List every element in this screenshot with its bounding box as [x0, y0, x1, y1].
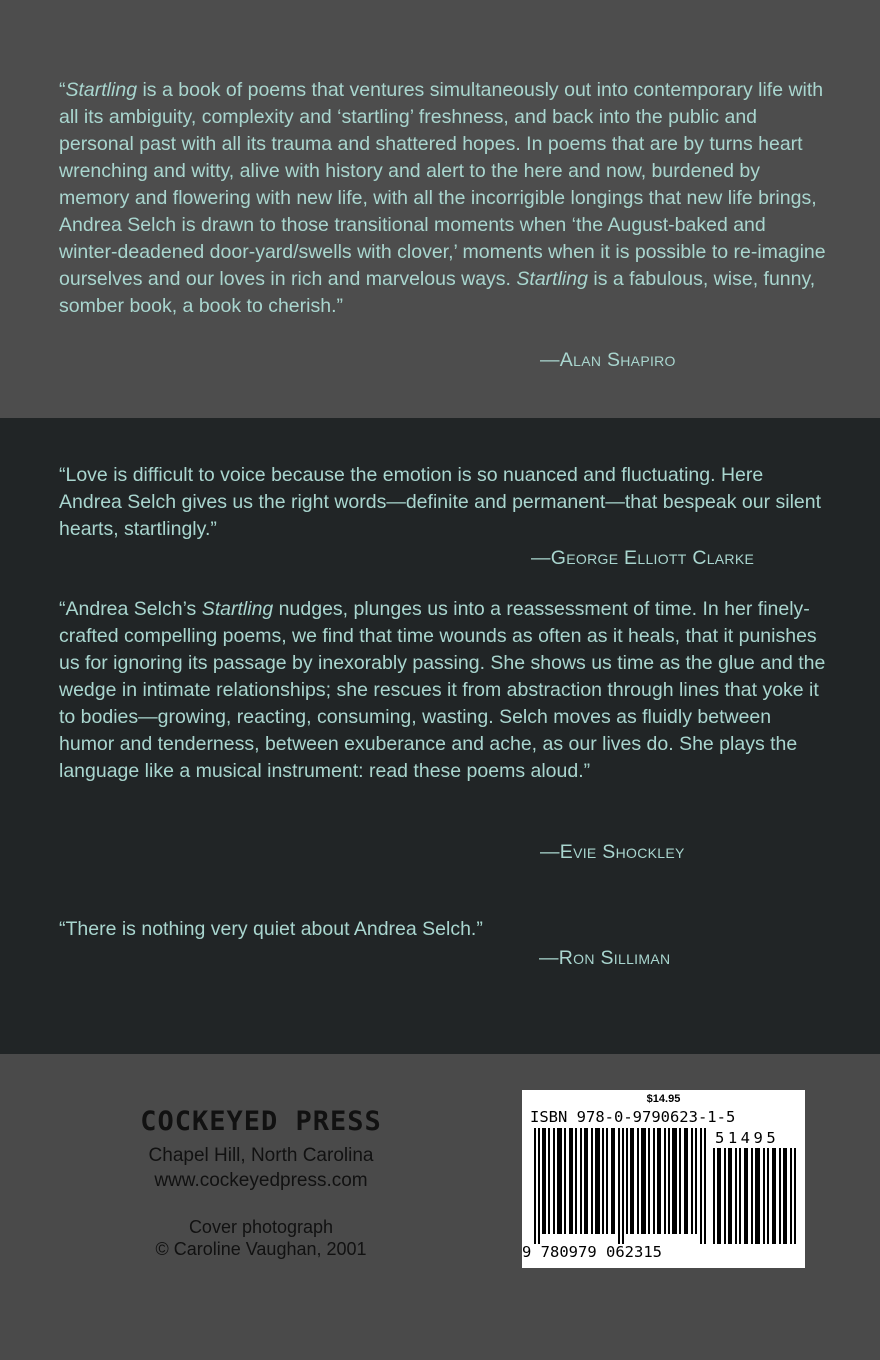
attribution-clarke: —George Elliott Clarke — [531, 547, 755, 569]
publisher-website: www.cockeyedpress.com — [154, 1170, 368, 1191]
book-title: Startling — [201, 598, 274, 620]
barcode-label — [522, 1090, 805, 1268]
attribution-shapiro: —Alan Shapiro — [540, 349, 676, 371]
blurb-shockley — [59, 596, 829, 785]
blurb-text: is a book of poems that ventures simultaneously out into contemporary life with all its ambiguity, complexity and ‘startling’ freshness, and back into the public and personal past with all its trauma and shattered hopes. In poems that are by turns heart wrenching and witty, alive with history and alert to the here and now, burdened by memory and flowering with new life, with all the incorrigible longings that new life brings, Andrea Selch is drawn to those transitional moments when ‘the August-baked and winter-deadened door-yard/swells with clover,’ moments when it is possible to re-imagine ourselves and our loves in rich and marvelous ways. — [59, 79, 826, 290]
blurb-text: “ — [59, 79, 66, 101]
book-title: Startling — [516, 268, 588, 290]
publisher-logo: COCKEYED PRESS — [140, 1106, 382, 1137]
attribution-shockley: —Evie Shockley — [540, 841, 685, 863]
credit-line-1: Cover photograph — [188, 1217, 334, 1237]
credit-line-2: © Caroline Vaughan, 2001 — [155, 1239, 367, 1259]
ean-barcode — [534, 1128, 712, 1244]
publisher-location: Chapel Hill, North Carolina — [148, 1145, 374, 1166]
blurb-shapiro — [59, 77, 829, 320]
publisher-block — [110, 1106, 412, 1193]
blurb-text: is a fabulous, wise, funny, somber book, a book to cherish.” — [59, 268, 816, 317]
isbn-text: ISBN 978-0-9790623-1-5 — [530, 1108, 736, 1126]
blurb-text: “Andrea Selch’s — [59, 598, 202, 620]
blurb-text: nudges, plunges us into a reassessment of time. In her finely-crafted compelling poems, we find that time wounds as often as it heals, that it punishes us for ignoring its passage by inexorably passing. She shows us time as the glue and the wedge in intimate relationships; she rescues it from abstraction through lines that yoke it to bodies—growing, reacting, consuming, wasting. Selch moves as fluidly between humor and tenderness, between exuberance and ache, as our lives do. She plays the language like a musical instrument: read these poems aloud.” — [59, 598, 826, 782]
price-label: $14.95 — [646, 1093, 681, 1105]
addon-barcode — [713, 1148, 797, 1244]
addon-digits: 51495 — [715, 1129, 780, 1147]
book-title: Startling — [65, 79, 138, 101]
blurb-clarke: “Love is difficult to voice because the emotion is so nuanced and fluctuating. Here Andrea Selch gives us the right words—definite and permanent—that bespeak our silent hearts, startlingly.” — [59, 464, 822, 540]
attribution-silliman: —Ron Silliman — [539, 947, 671, 969]
blurb-silliman: “There is nothing very quiet about Andrea Selch.” — [59, 918, 483, 940]
photo-credit — [110, 1216, 412, 1260]
ean-digits: 9 780979 062315 — [522, 1243, 662, 1261]
